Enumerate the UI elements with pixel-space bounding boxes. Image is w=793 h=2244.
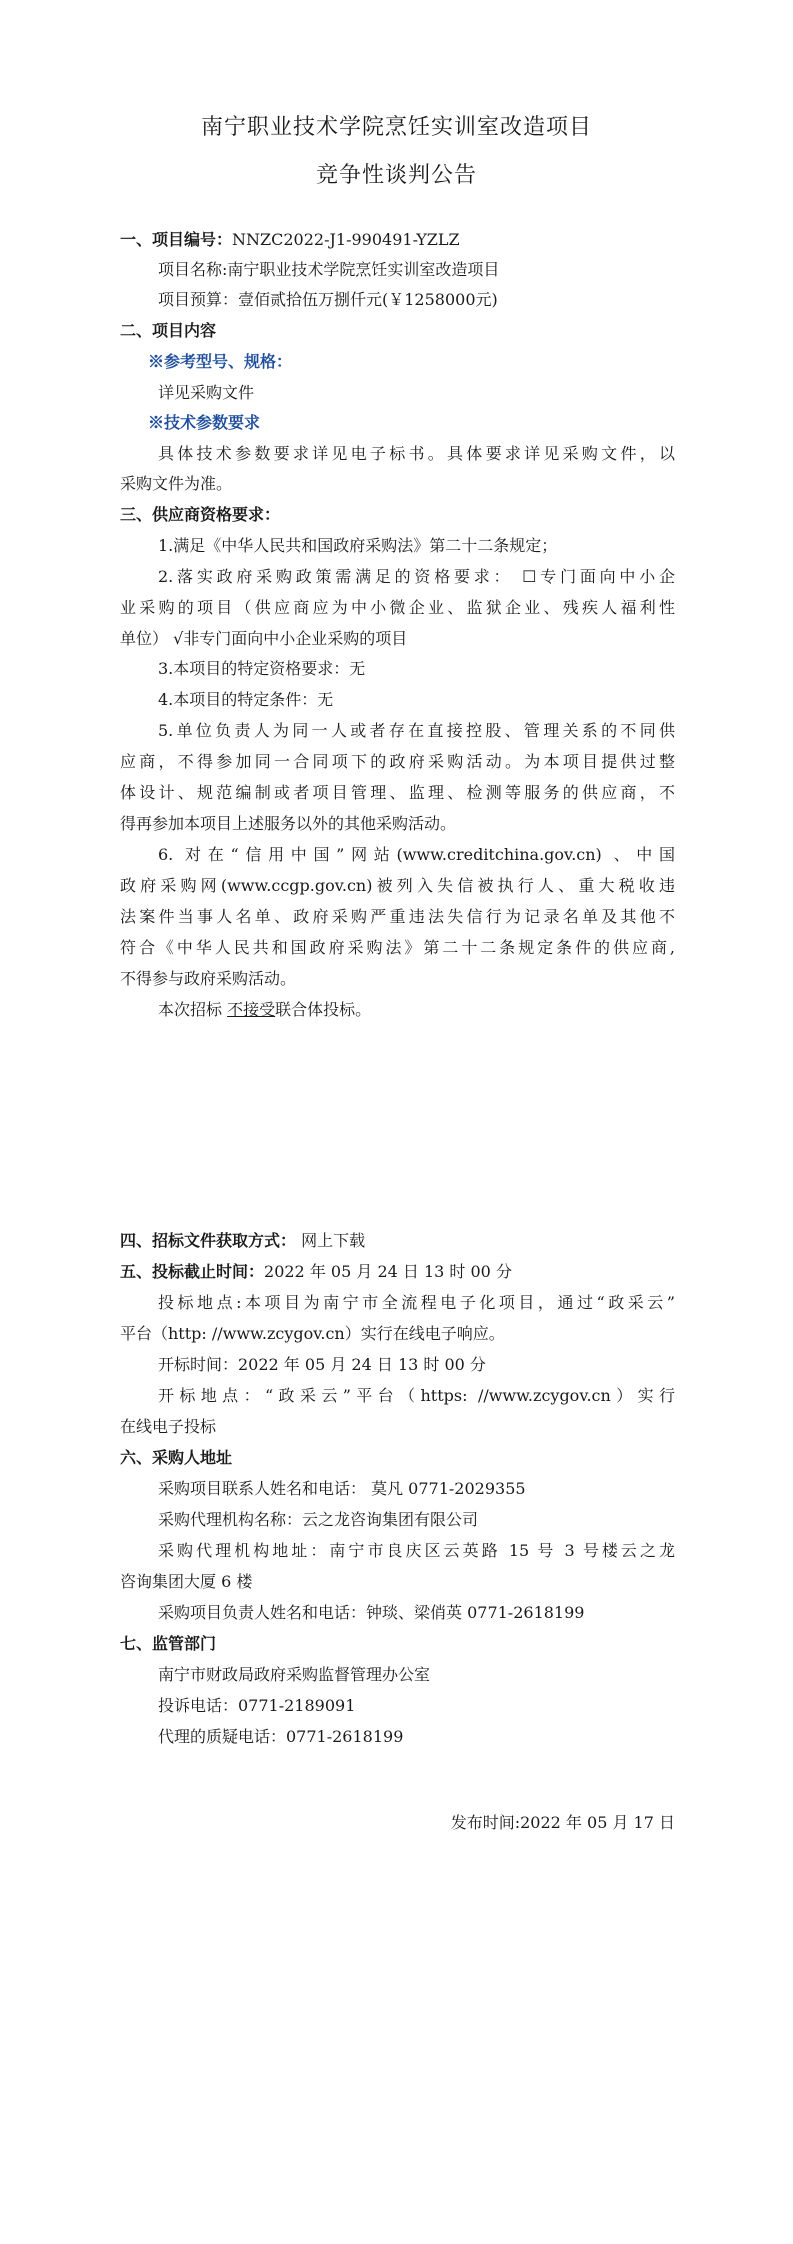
project-number: NNZC2022-J1-990491-YZLZ — [232, 230, 460, 249]
section-5-heading: 五、投标截止时间： — [120, 1262, 265, 1281]
document-acquisition-row — [120, 1231, 675, 1251]
document-acquisition-method: 网上下载 — [296, 1231, 366, 1250]
qualification-item-3: 3.本项目的特定资格要求：无 — [158, 659, 366, 678]
project-number-row — [120, 230, 675, 250]
qualification-item-6-line: 法案件当事人名单、政府采购严重违法失信行为记录名单及其他不 — [120, 907, 675, 926]
section-4-heading: 四、招标文件获取方式： — [120, 1231, 297, 1250]
section-6-heading: 六、采购人地址 — [120, 1448, 233, 1467]
publish-date: 发布时间:2022 年 05 月 17 日 — [450, 1813, 675, 1832]
query-phone: 代理的质疑电话：0771-2618199 — [158, 1727, 404, 1746]
reference-spec-text: 详见采购文件 — [158, 383, 255, 402]
document-subtitle: 竞争性谈判公告 — [315, 163, 477, 188]
opening-time: 开标时间：2022 年 05 月 24 日 13 时 00 分 — [158, 1355, 486, 1374]
bid-place-line: 投标地点:本项目为南宁市全流程电子化项目，通过“政采云” — [158, 1293, 675, 1312]
bid-place-line: 平台（http: //www.zcygov.cn）实行在线电子响应。 — [120, 1324, 505, 1343]
qualification-item-2-line: 单位） √非专门面向中小企业采购的项目 — [120, 629, 408, 648]
tech-params-text-line: 具体技术参数要求详见电子标书。具体要求详见采购文件，以 — [158, 444, 675, 463]
qualification-item-5-line: 应商，不得参加同一合同项下的政府采购活动。为本项目提供过整 — [120, 752, 675, 771]
opening-place-line: 在线电子投标 — [120, 1417, 217, 1436]
project-name: 项目名称:南宁职业技术学院烹饪实训室改造项目 — [158, 260, 500, 279]
section-1-heading: 一、项目编号： — [120, 230, 233, 249]
joint-bid-statement — [158, 1000, 675, 1020]
qualification-item-5-line: 得再参加本项目上述服务以外的其他采购活动。 — [120, 814, 457, 833]
project-leader-contact: 采购项目负责人姓名和电话：钟琰、梁俏英 0771-2618199 — [158, 1603, 585, 1622]
joint-bid-value: 不接受 — [227, 1000, 276, 1019]
opening-place-line: 开标地点：“政采云”平台（https: //www.zcygov.cn）实行 — [158, 1386, 675, 1405]
section-2-heading: 二、项目内容 — [120, 321, 217, 340]
supervision-department: 南宁市财政局政府采购监督管理办公室 — [158, 1665, 431, 1684]
qualification-item-5-line: 体设计、规范编制或者项目管理、监理、检测等服务的供应商，不 — [120, 783, 675, 802]
complaint-phone: 投诉电话：0771-2189091 — [158, 1696, 356, 1715]
qualification-item-5-line: 5.单位负责人为同一人或者存在直接控股、管理关系的不同供 — [158, 721, 675, 740]
bid-deadline-row — [120, 1262, 675, 1282]
purchaser-contact: 采购项目联系人姓名和电话： 莫凡 0771-2029355 — [158, 1479, 526, 1498]
tech-params-heading: ※技术参数要求 — [148, 413, 261, 432]
qualification-item-2-line: 业采购的项目（供应商应为中小微企业、监狱企业、残疾人福利性 — [120, 598, 675, 617]
project-budget: 项目预算：壹佰贰拾伍万捌仟元(￥1258000元) — [158, 290, 498, 309]
qualification-item-6-line: 不得参与政府采购活动。 — [120, 969, 297, 988]
agency-address-line: 采购代理机构地址：南宁市良庆区云英路 15 号 3 号楼云之龙 — [158, 1541, 675, 1560]
qualification-item-6-line: 6. 对在“信用中国”网站(www.creditchina.gov.cn) 、中国 — [158, 845, 675, 864]
joint-bid-suffix: 联合体投标。 — [275, 1000, 372, 1019]
section-3-heading: 三、供应商资格要求： — [120, 505, 281, 524]
qualification-item-6-line: 符合《中华人民共和国政府采购法》第二十二条规定条件的供应商, — [120, 938, 675, 957]
tech-params-text-line: 采购文件为准。 — [120, 474, 233, 493]
qualification-item-1: 1.满足《中华人民共和国政府采购法》第二十二条规定； — [158, 536, 558, 555]
joint-bid-prefix: 本次招标 — [158, 1000, 228, 1019]
section-7-heading: 七、监管部门 — [120, 1634, 217, 1653]
bid-deadline: 2022 年 05 月 24 日 13 时 00 分 — [264, 1262, 512, 1281]
qualification-item-4: 4.本项目的特定条件：无 — [158, 690, 334, 709]
reference-spec-heading: ※参考型号、规格： — [148, 352, 293, 371]
agency-address-line: 咨询集团大厦 6 楼 — [120, 1572, 253, 1591]
document-title: 南宁职业技术学院烹饪实训室改造项目 — [200, 115, 592, 140]
qualification-item-6-line: 政府采购网(www.ccgp.gov.cn)被列入失信被执行人、重大税收违 — [120, 876, 675, 895]
qualification-item-2-line: 2.落实政府采购政策需满足的资格要求： ☐专门面向中小企 — [158, 567, 675, 586]
agency-name: 采购代理机构名称：云之龙咨询集团有限公司 — [158, 1510, 479, 1529]
